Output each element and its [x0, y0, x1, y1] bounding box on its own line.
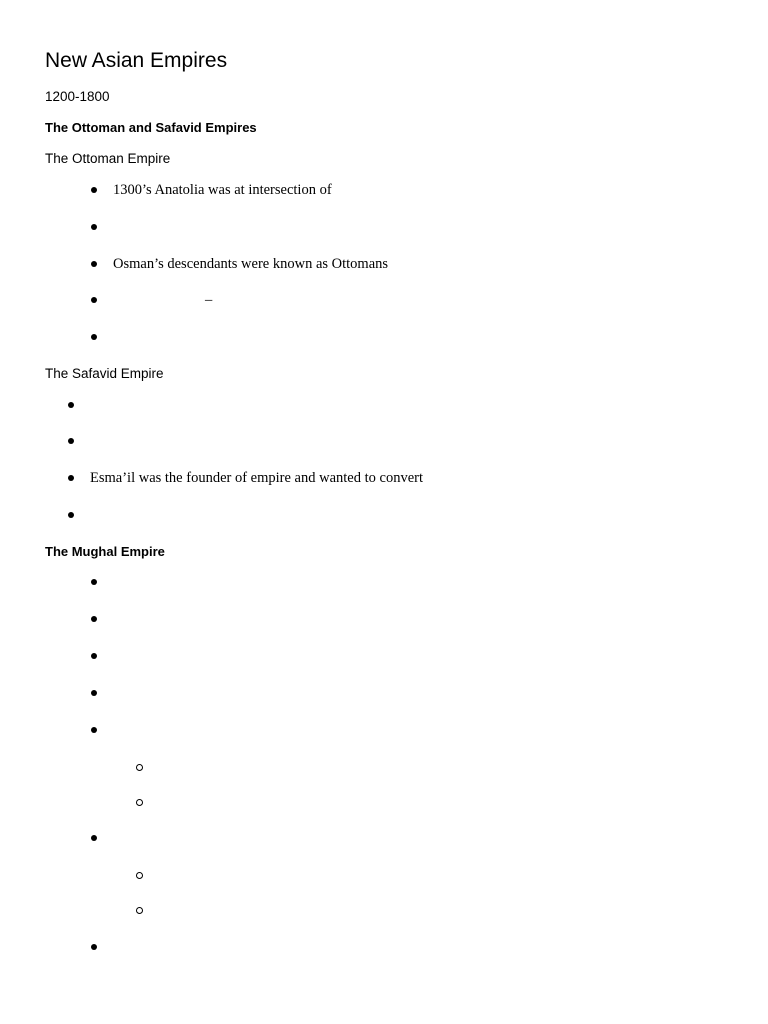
date-range: 1200-1800 — [45, 89, 110, 104]
bullet-icon — [91, 187, 97, 193]
bullet-icon — [91, 261, 97, 267]
mughal-empire-heading: The Mughal Empire — [45, 544, 165, 559]
bullet-icon — [91, 616, 97, 622]
bullet-icon — [68, 512, 74, 518]
sub-bullet-circle-icon — [136, 799, 143, 806]
document-title: New Asian Empires — [45, 49, 228, 72]
ottoman-bullet-4: – — [205, 292, 213, 308]
sub-bullet-circle-icon — [136, 764, 143, 771]
bullet-icon — [68, 402, 74, 408]
bullet-icon — [91, 653, 97, 659]
bullet-icon — [91, 297, 97, 303]
ottoman-bullet-3: Osman’s descendants were known as Ottomans — [113, 256, 389, 272]
sub-bullet-circle-icon — [136, 907, 143, 914]
bullet-icon — [91, 727, 97, 733]
bullet-icon — [91, 690, 97, 696]
safavid-bullet-3: Esma’il was the founder of empire and wanted to convert — [90, 470, 423, 486]
bullet-icon — [91, 835, 97, 841]
bullet-icon — [91, 579, 97, 585]
bullet-icon — [68, 475, 74, 481]
bullet-icon — [68, 438, 74, 444]
sub-bullet-circle-icon — [136, 872, 143, 879]
ottoman-bullet-1: 1300’s Anatolia was at intersection of — [113, 182, 332, 198]
bullet-icon — [91, 224, 97, 230]
ottoman-empire-heading: The Ottoman Empire — [45, 151, 171, 166]
section-heading-ottoman-safavid: The Ottoman and Safavid Empires — [45, 120, 257, 135]
bullet-icon — [91, 944, 97, 950]
bullet-icon — [91, 334, 97, 340]
safavid-empire-heading: The Safavid Empire — [45, 366, 164, 381]
